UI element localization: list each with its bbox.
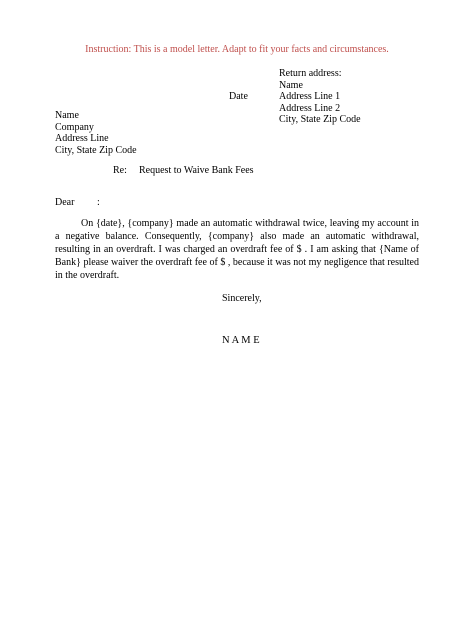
re-label: Re: xyxy=(113,165,127,176)
recipient-line: Company xyxy=(55,121,94,133)
re-subject: Request to Waive Bank Fees xyxy=(139,165,254,176)
body-text: On {date}, {company} made an automatic withdrawal twice, leaving my account in a negative balance. Consequently, {company} also made an automatic withdrawal, resulting in an overdraft. I was charged an overdraft fee of $ . I am asking that {Name of Bank} please waiver the overdraft fee of $ , because it was not my negligence that resulted in the overdraft. xyxy=(55,218,419,281)
salutation: Dear xyxy=(55,197,75,208)
return-address-line: Address Line 1 xyxy=(279,91,341,102)
recipient-line: City, State Zip Code xyxy=(55,144,137,156)
return-address-line: Address Line 2 xyxy=(279,102,341,114)
signature-name: N A M E xyxy=(222,335,260,346)
recipient-line: Name xyxy=(55,110,79,121)
salutation-colon: : xyxy=(97,197,100,208)
recipient-line: Address Line xyxy=(55,133,109,144)
recipient-address xyxy=(55,110,137,156)
return-address-line: Name xyxy=(279,79,303,91)
return-address-heading: Return address: xyxy=(279,68,342,79)
closing: Sincerely, xyxy=(222,293,262,304)
instruction-note: Instruction: This is a model letter. Adapt to fit your facts and circumstances. xyxy=(85,44,389,55)
return-address-line: City, State Zip Code xyxy=(279,114,361,125)
return-address xyxy=(279,68,361,126)
date-label: Date xyxy=(229,91,248,102)
body-paragraph xyxy=(55,217,419,282)
